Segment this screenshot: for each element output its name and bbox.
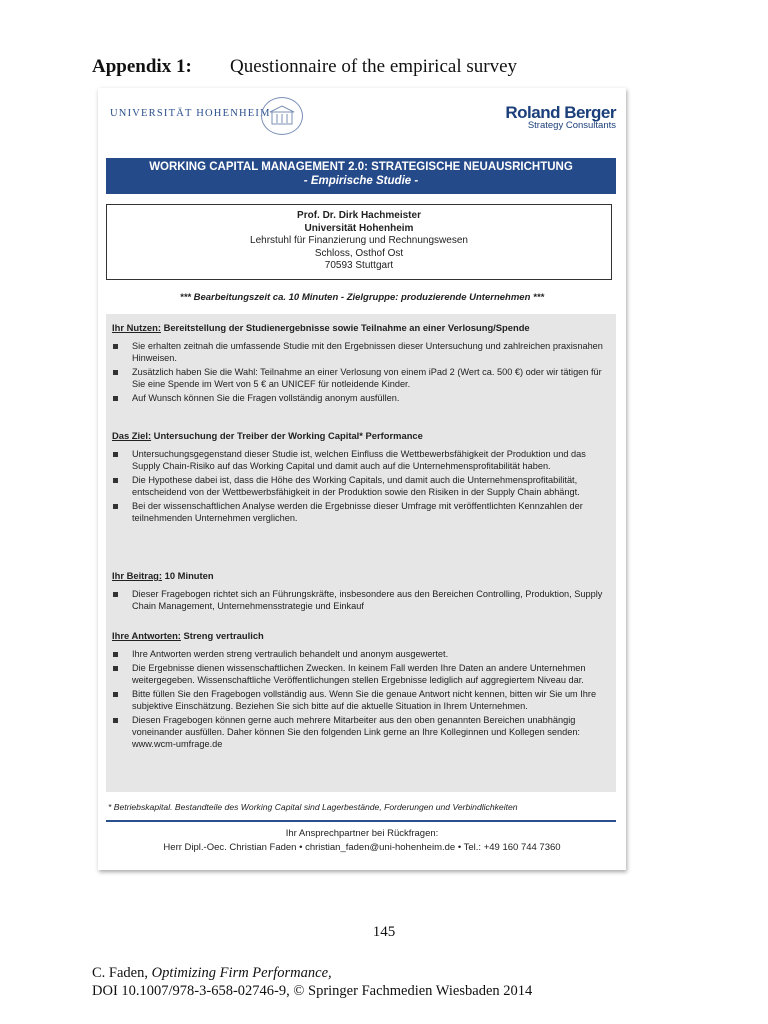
appendix-heading bbox=[92, 56, 518, 78]
list-item-text: Ihre Antworten werden streng vertraulich behandelt und anonym ausgewertet. bbox=[132, 649, 449, 659]
list-item bbox=[106, 500, 606, 524]
footnote: * Betriebskapital. Bestandteile des Working Capital sind Lagerbestände, Forderungen und Verbindlichkeiten bbox=[108, 802, 518, 812]
list-item bbox=[106, 588, 606, 612]
list-nutzen bbox=[106, 340, 606, 406]
list-item-text: Sie erhalten zeitnah die umfassende Studie mit den Ergebnissen dieser Untersuchung und zahlreichen praxisnahen Hinweisen. bbox=[132, 341, 603, 363]
logo-subtitle: Strategy Consultants bbox=[527, 120, 616, 131]
address-name: Prof. Dr. Dirk Hachmeister bbox=[297, 210, 421, 221]
section-label: Ihr Beitrag: bbox=[112, 570, 163, 581]
section-heading-nutzen bbox=[112, 322, 530, 334]
list-item-text: Auf Wunsch können Sie die Fragen vollständig anonym ausfüllen. bbox=[132, 393, 400, 403]
page-number: 145 bbox=[372, 924, 396, 940]
appendix-label: Appendix 1: bbox=[92, 56, 192, 77]
university-logo-text: UNIVERSITÄT HOHENHEIM bbox=[110, 108, 271, 119]
citation-doi: DOI 10.1007/978-3-658-02746-9, © Springer Fachmedien Wiesbaden 2014 bbox=[92, 983, 533, 999]
section-label: Das Ziel: bbox=[112, 430, 152, 441]
list-item bbox=[106, 340, 606, 364]
list-item-text: Die Ergebnisse dienen wissenschaftlichen Zwecken. In keinem Fall werden Ihre Daten an andere Unternehmen weitergegeben. Wissenschaftliche Veröffentlichungen stellen Ergebnisse lediglich auf aggregiertem Niveau dar. bbox=[132, 663, 586, 685]
section-text: Bereitstellung der Studienergebnisse sowie Teilnahme an einer Verlosung/Spende bbox=[160, 322, 530, 333]
address-city: 70593 Stuttgart bbox=[324, 260, 394, 271]
list-beitrag bbox=[106, 588, 606, 614]
list-item-text: Untersuchungsgegenstand dieser Studie ist, welchen Einfluss die Wettbewerbsfähigkeit der Produktion und das Supply Chain-Risiko auf das Working Capital und damit auch auf die Unternehmensprofitabilität haben. bbox=[132, 449, 586, 471]
list-item bbox=[106, 688, 606, 712]
list-item bbox=[106, 648, 606, 660]
citation-author: C. Faden, bbox=[92, 965, 152, 981]
section-heading-beitrag bbox=[112, 570, 214, 582]
appendix-title: Questionnaire of the empirical survey bbox=[230, 56, 518, 77]
section-text: Untersuchung der Treiber der Working Capital* Performance bbox=[151, 430, 423, 441]
section-label: Ihre Antworten: bbox=[112, 630, 181, 641]
roland-berger-logo bbox=[505, 104, 616, 131]
list-item-text: Die Hypothese dabei ist, dass die Höhe des Working Capitals, und damit auch die Unternehmensprofitabilität, entscheidend von der Wettbewerbsfähigkeit in der Produktion sowie den Risiken in der Supply Chain abhängt. bbox=[132, 475, 580, 497]
divider bbox=[106, 820, 616, 822]
address-university: Universität Hohenheim bbox=[304, 222, 414, 234]
section-heading-antworten bbox=[112, 630, 264, 642]
section-label: Ihr Nutzen: bbox=[112, 322, 161, 333]
info-panel bbox=[106, 314, 616, 792]
list-item-text: Bitte füllen Sie den Fragebogen vollständig aus. Wenn Sie die genaue Antwort nicht kennen, bitten wir Sie um Ihre subjektive Einschätzung. Beziehen Sie sich bitte auf die aktuelle Situation in Ihrem Unternehmen. bbox=[132, 689, 597, 711]
list-item bbox=[106, 392, 606, 404]
section-text: Streng vertraulich bbox=[180, 630, 264, 641]
list-item-text: Dieser Fragebogen richtet sich an Führungskräfte, insbesondere aus den Bereichen Controlling, Produktion, Supply Chain Management, Unternehmensstrategie und Einkauf bbox=[132, 589, 603, 611]
address-box bbox=[106, 204, 612, 280]
list-item bbox=[106, 448, 606, 472]
logo-brand: Roland Berger bbox=[505, 103, 616, 122]
title-banner bbox=[106, 158, 616, 194]
banner-subtitle: - Empirische Studie - bbox=[303, 175, 419, 187]
university-seal-icon bbox=[261, 97, 303, 135]
list-item bbox=[106, 662, 606, 686]
section-heading-ziel bbox=[112, 430, 423, 442]
address-street: Schloss, Osthof Ost bbox=[314, 247, 404, 259]
address-chair: Lehrstuhl für Finanzierung und Rechnungswesen bbox=[250, 235, 468, 246]
section-text: 10 Minuten bbox=[162, 570, 214, 581]
list-item bbox=[106, 366, 606, 390]
list-ziel bbox=[106, 448, 606, 526]
list-item-text: Diesen Fragebogen können gerne auch mehrere Mitarbeiter aus den oben genannten Bereichen unabhängig voneinander ausfüllen. Daher können Sie den folgenden Link gerne an Ihre Kolleginnen und Kollegen senden: www.wcm-umfrage.de bbox=[132, 715, 580, 749]
processing-time-note: *** Bearbeitungszeit ca. 10 Minuten - Zielgruppe: produzierende Unternehmen *** bbox=[179, 292, 545, 303]
list-antworten bbox=[106, 648, 606, 752]
questionnaire-scan bbox=[98, 88, 626, 870]
list-item bbox=[106, 714, 606, 750]
citation-book: Optimizing Firm Performance, bbox=[151, 965, 332, 981]
contact-heading: Ihr Ansprechpartner bei Rückfragen: bbox=[285, 828, 439, 839]
citation bbox=[92, 964, 532, 1000]
list-item-text: Bei der wissenschaftlichen Analyse werden die Ergebnisse dieser Umfrage mit veröffentlichten Kennzahlen der teilnehmenden Unternehmen verglichen. bbox=[132, 501, 583, 523]
list-item bbox=[106, 474, 606, 498]
contact-details: Herr Dipl.-Oec. Christian Faden • christian_faden@uni-hohenheim.de • Tel.: +49 160 744 7360 bbox=[163, 842, 561, 853]
list-item-text: Zusätzlich haben Sie die Wahl: Teilnahme an einer Verlosung von einem iPad 2 (Wert ca. 500 €) oder wir tätigen für Sie eine Spende im Wert von 5 € an UNICEF für notleidende Kinder. bbox=[132, 367, 602, 389]
banner-title: WORKING CAPITAL MANAGEMENT 2.0: STRATEGISCHE NEUAUSRICHTUNG bbox=[149, 161, 573, 173]
